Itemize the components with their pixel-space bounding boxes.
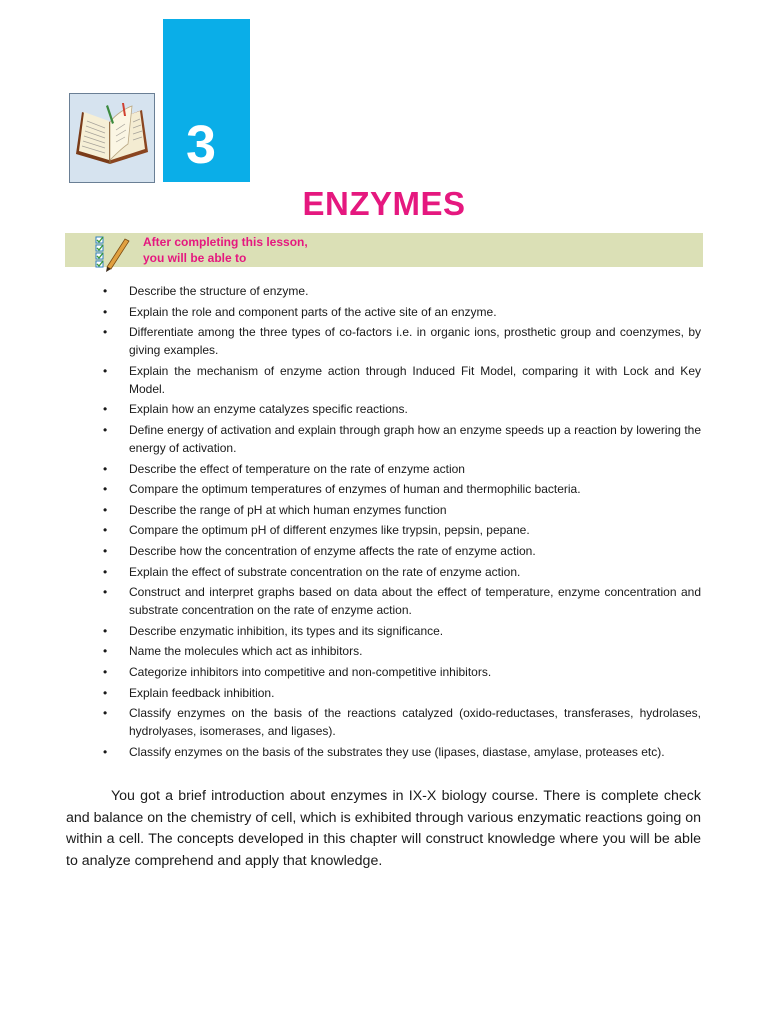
objective-item: • Categorize inhibitors into competitive and non-competitive inhibitors. <box>103 663 701 681</box>
checklist-pencil-icon <box>93 233 133 273</box>
open-book-icon <box>69 93 155 183</box>
objective-item: • Compare the optimum temperatures of enzymes of human and thermophilic bacteria. <box>103 480 701 498</box>
objective-item: • Name the molecules which act as inhibitors. <box>103 642 701 660</box>
learning-objectives-list <box>103 282 701 763</box>
objective-item: • Describe the effect of temperature on the rate of enzyme action <box>103 460 701 478</box>
objective-item: • Construct and interpret graphs based on data about the effect of temperature, enzyme concentration and substrate concentration on the rate of enzyme action. <box>103 583 701 619</box>
objective-item: • Explain the mechanism of enzyme action through Induced Fit Model, comparing it with Lock and Key Model. <box>103 362 701 398</box>
objectives-banner-text <box>143 234 308 266</box>
objective-item: • Describe the range of pH at which human enzymes function <box>103 501 701 519</box>
objective-item: • Explain feedback inhibition. <box>103 684 701 702</box>
objectives-banner-line2: you will be able to <box>143 251 247 265</box>
objectives-banner-line1: After completing this lesson, <box>143 235 308 249</box>
objective-item: • Differentiate among the three types of co-factors i.e. in organic ions, prosthetic group and coenzymes, by giving examples. <box>103 323 701 359</box>
objective-item: • Describe how the concentration of enzyme affects the rate of enzyme action. <box>103 542 701 560</box>
objective-item: • Describe the structure of enzyme. <box>103 282 701 300</box>
objective-item: • Define energy of activation and explain through graph how an enzyme speeds up a reaction by lowering the energy of activation. <box>103 421 701 457</box>
objective-item: • Classify enzymes on the basis of the substrates they use (lipases, diastase, amylase, proteases etc). <box>103 743 701 761</box>
chapter-title: ENZYMES <box>302 185 466 222</box>
objective-item: • Explain the role and component parts of the active site of an enzyme. <box>103 303 701 321</box>
objective-item: • Explain how an enzyme catalyzes specific reactions. <box>103 400 701 418</box>
intro-paragraph: You got a brief introduction about enzymes in IX-X biology course. There is complete check and balance on the chemistry of cell, which is exhibited through various enzymatic reactions going on within a cell. The concepts developed in this chapter will construct knowledge where you will be able to analyze comprehend and apply that knowledge. <box>66 788 701 869</box>
objective-item: • Compare the optimum pH of different enzymes like trypsin, pepsin, pepane. <box>103 521 701 539</box>
objective-item: • Classify enzymes on the basis of the reactions catalyzed (oxido-reductases, transferases, hydrolases, hydrolyases, isomerases, and ligases). <box>103 704 701 740</box>
objective-item: • Describe enzymatic inhibition, its types and its significance. <box>103 622 701 640</box>
chapter-number: 3 <box>186 115 217 175</box>
objective-item: • Explain the effect of substrate concentration on the rate of enzyme action. <box>103 563 701 581</box>
